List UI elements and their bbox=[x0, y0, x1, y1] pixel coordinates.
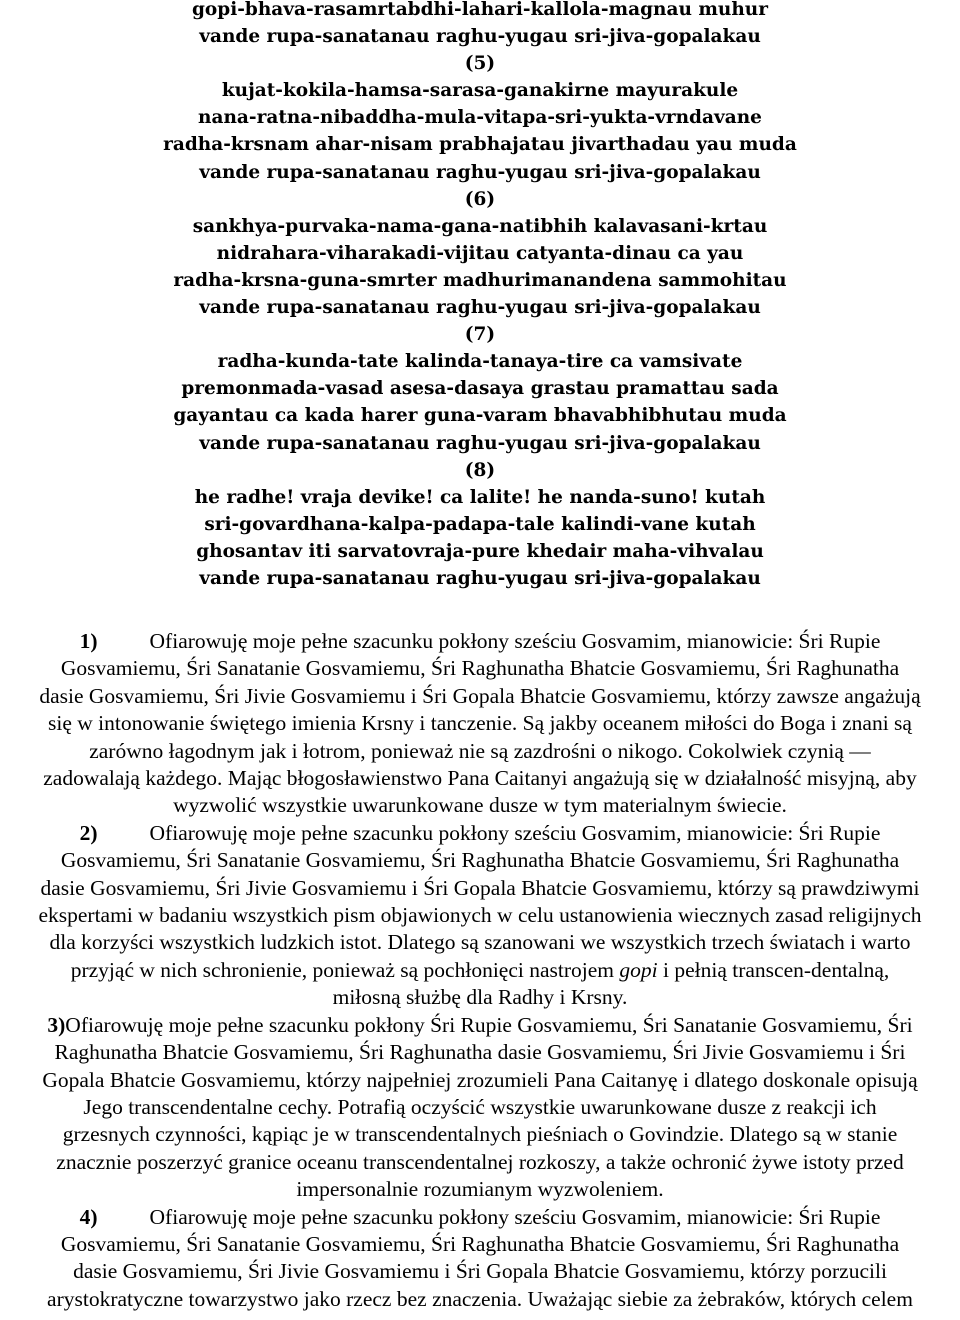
translation-line: arystokratyczne towarzystwo jako rzecz bez znaczenia. Uważając siebie za żebraków, których celem bbox=[47, 1286, 913, 1311]
verse-line: nana-ratna-nibaddha-mula-vitapa-sri-yukta-vrndavane bbox=[198, 107, 762, 129]
translation-line: się w intonowanie świętego imienia Krsny i tanczenie. Są jakby oceanem miłości do Boga i znani są bbox=[48, 711, 912, 736]
translation-line: wyzwolić wszystkie uwarunkowane dusze w tym materialnym świecie. bbox=[173, 793, 787, 818]
sanskrit-verses bbox=[0, 0, 960, 592]
translation-line: miłosną służbę dla Radhy i Krsny. bbox=[332, 985, 628, 1010]
verse-number: (5) bbox=[464, 53, 496, 75]
translation-line: ekspertami w badaniu wszystkich pism objawionych w celu ustanowienia wiecznych zasad religijnych bbox=[38, 903, 922, 928]
verse-line: vande rupa-sanatanau raghu-yugau sri-jiva-gopalakau bbox=[199, 161, 761, 183]
verse-line: nidrahara-viharakadi-vijitau catyanta-dinau ca yau bbox=[216, 242, 744, 264]
translation bbox=[0, 628, 960, 1313]
translation-line: Jego transcendentalne cechy. Potrafią oczyścić wszystkie uwarunkowane dusze z reakcji ich bbox=[83, 1094, 877, 1119]
translation-line: Raghunatha Bhatcie Gosvamiemu, Śri Raghunatha dasie Gosvamiemu, Śri Jivie Gosvamiemu i Śri bbox=[54, 1040, 906, 1065]
verse-line: vande rupa-sanatanau raghu-yugau sri-jiva-gopalakau bbox=[199, 297, 761, 319]
translation-line: zarówno łagodnym jak i łotrom, ponieważ nie są zazdrośni o nikogo. Cokolwiek czynią — bbox=[89, 738, 871, 763]
translation-line: grzesnych czynności, kąpiąc je w transcendentalnych pieśniach o Govindzie. Dlatego są w stanie bbox=[62, 1122, 898, 1147]
translation-line bbox=[0, 957, 960, 984]
verse-line: ghosantav iti sarvatovraja-pure khedair maha-vihvalau bbox=[196, 540, 764, 562]
verse-line: vande rupa-sanatanau raghu-yugau sri-jiva-gopalakau bbox=[199, 26, 761, 48]
translation-line: dasie Gosvamiemu, Śri Jivie Gosvamiemu i Śri Gopala Bhatcie Gosvamiemu, którzy porzucili bbox=[73, 1259, 887, 1284]
translation-line: impersonalnie rozumianym wyzwoleniem. bbox=[296, 1177, 664, 1202]
translation-line bbox=[0, 1204, 960, 1231]
translation-line bbox=[0, 628, 960, 655]
verse-line: premonmada-vasad asesa-dasaya grastau pramattau sada bbox=[181, 378, 779, 400]
verse-line: kujat-kokila-hamsa-sarasa-ganakirne mayurakule bbox=[221, 80, 739, 102]
translation-line: Gosvamiemu, Śri Sanatanie Gosvamiemu, Śri Raghunatha Bhatcie Gosvamiemu, Śri Raghunatha bbox=[60, 848, 900, 873]
translation-number: 3) bbox=[47, 1012, 66, 1037]
verse-line: vande rupa-sanatanau raghu-yugau sri-jiva-gopalakau bbox=[199, 567, 761, 589]
translation-number: 1) bbox=[79, 629, 98, 653]
translation-line bbox=[0, 820, 960, 847]
translation-text: i pełnią transcen-dentalną, bbox=[657, 957, 890, 982]
verse-number: (7) bbox=[464, 324, 496, 346]
verse-line: he radhe! vraja devike! ca lalite! he nanda-suno! kutah bbox=[194, 486, 766, 508]
translation-text: Ofiarowuję moje pełne szacunku pokłony sześciu Gosvamim, mianowicie: Śri Rupie bbox=[149, 820, 881, 845]
verse-line: radha-krsna-guna-smrter madhurimanandena sammohitau bbox=[173, 269, 787, 291]
verse-number: (6) bbox=[464, 188, 496, 210]
translation-line: Gosvamiemu, Śri Sanatanie Gosvamiemu, Śri Raghunatha Bhatcie Gosvamiemu, Śri Raghunatha bbox=[60, 656, 900, 681]
translation-line: dla korzyści wszystkich ludzkich istot. Dlatego są szanowani we wszystkich trzech światach i warto bbox=[49, 930, 911, 955]
verse-line: sankhya-purvaka-nama-gana-natibhih kalavasani-krtau bbox=[192, 215, 768, 237]
translation-text: Ofiarowuję moje pełne szacunku pokłony sześciu Gosvamim, mianowicie: Śri Rupie bbox=[149, 629, 881, 653]
verse-line: vande rupa-sanatanau raghu-yugau sri-jiva-gopalakau bbox=[199, 432, 761, 454]
translation-line: Gosvamiemu, Śri Sanatanie Gosvamiemu, Śri Raghunatha Bhatcie Gosvamiemu, Śri Raghunatha bbox=[60, 1231, 900, 1256]
translation-number: 4) bbox=[79, 1204, 98, 1229]
verse-number: (8) bbox=[464, 459, 496, 481]
translation-line: zadowalają każdego. Mając błogosławienstwo Pana Caitanyi angażują się w działalność misyjną, aby bbox=[43, 766, 917, 791]
translation-number: 2) bbox=[79, 820, 98, 845]
translation-text: Ofiarowuję moje pełne szacunku pokłony Śri Rupie Gosvamiemu, Śri Sanatanie Gosvamiemu, Śri bbox=[65, 1012, 913, 1037]
translation-text: przyjąć w nich schronienie, ponieważ są pochłonięci nastrojem bbox=[70, 957, 620, 982]
italic-term: gopi bbox=[619, 957, 658, 982]
translation-text: Ofiarowuję moje pełne szacunku pokłony sześciu Gosvamim, mianowicie: Śri Rupie bbox=[149, 1204, 881, 1229]
translation-line: dasie Gosvamiemu, Śri Jivie Gosvamiemu i Śri Gopala Bhatcie Gosvamiemu, którzy zawsze angażują bbox=[39, 683, 921, 708]
verse-line: gopi-bhava-rasamrtabdhi-lahari-kallola-magnau muhur bbox=[191, 0, 769, 20]
translation-line: znacznie poszerzyć granice oceanu transcendentalnej rozkoszy, a także ochronić żywe istoty przed bbox=[56, 1149, 904, 1174]
verse-line: sri-govardhana-kalpa-padapa-tale kalindi-vane kutah bbox=[204, 513, 756, 535]
verse-line: radha-krsnam ahar-nisam prabhajatau jivarthadau yau muda bbox=[163, 134, 797, 156]
verse-line: radha-kunda-tate kalinda-tanaya-tire ca vamsivate bbox=[217, 351, 743, 373]
translation-line: dasie Gosvamiemu, Śri Jivie Gosvamiemu i Śri Gopala Bhatcie Gosvamiemu, którzy są prawdziwymi bbox=[40, 875, 920, 900]
translation-line: Gopala Bhatcie Gosvamiemu, którzy najpełniej zrozumieli Pana Caitanyę i dlatego doskonale opisują bbox=[42, 1067, 918, 1092]
translation-line bbox=[0, 1012, 960, 1039]
verse-line: gayantau ca kada harer guna-varam bhavabhibhutau muda bbox=[173, 405, 787, 427]
